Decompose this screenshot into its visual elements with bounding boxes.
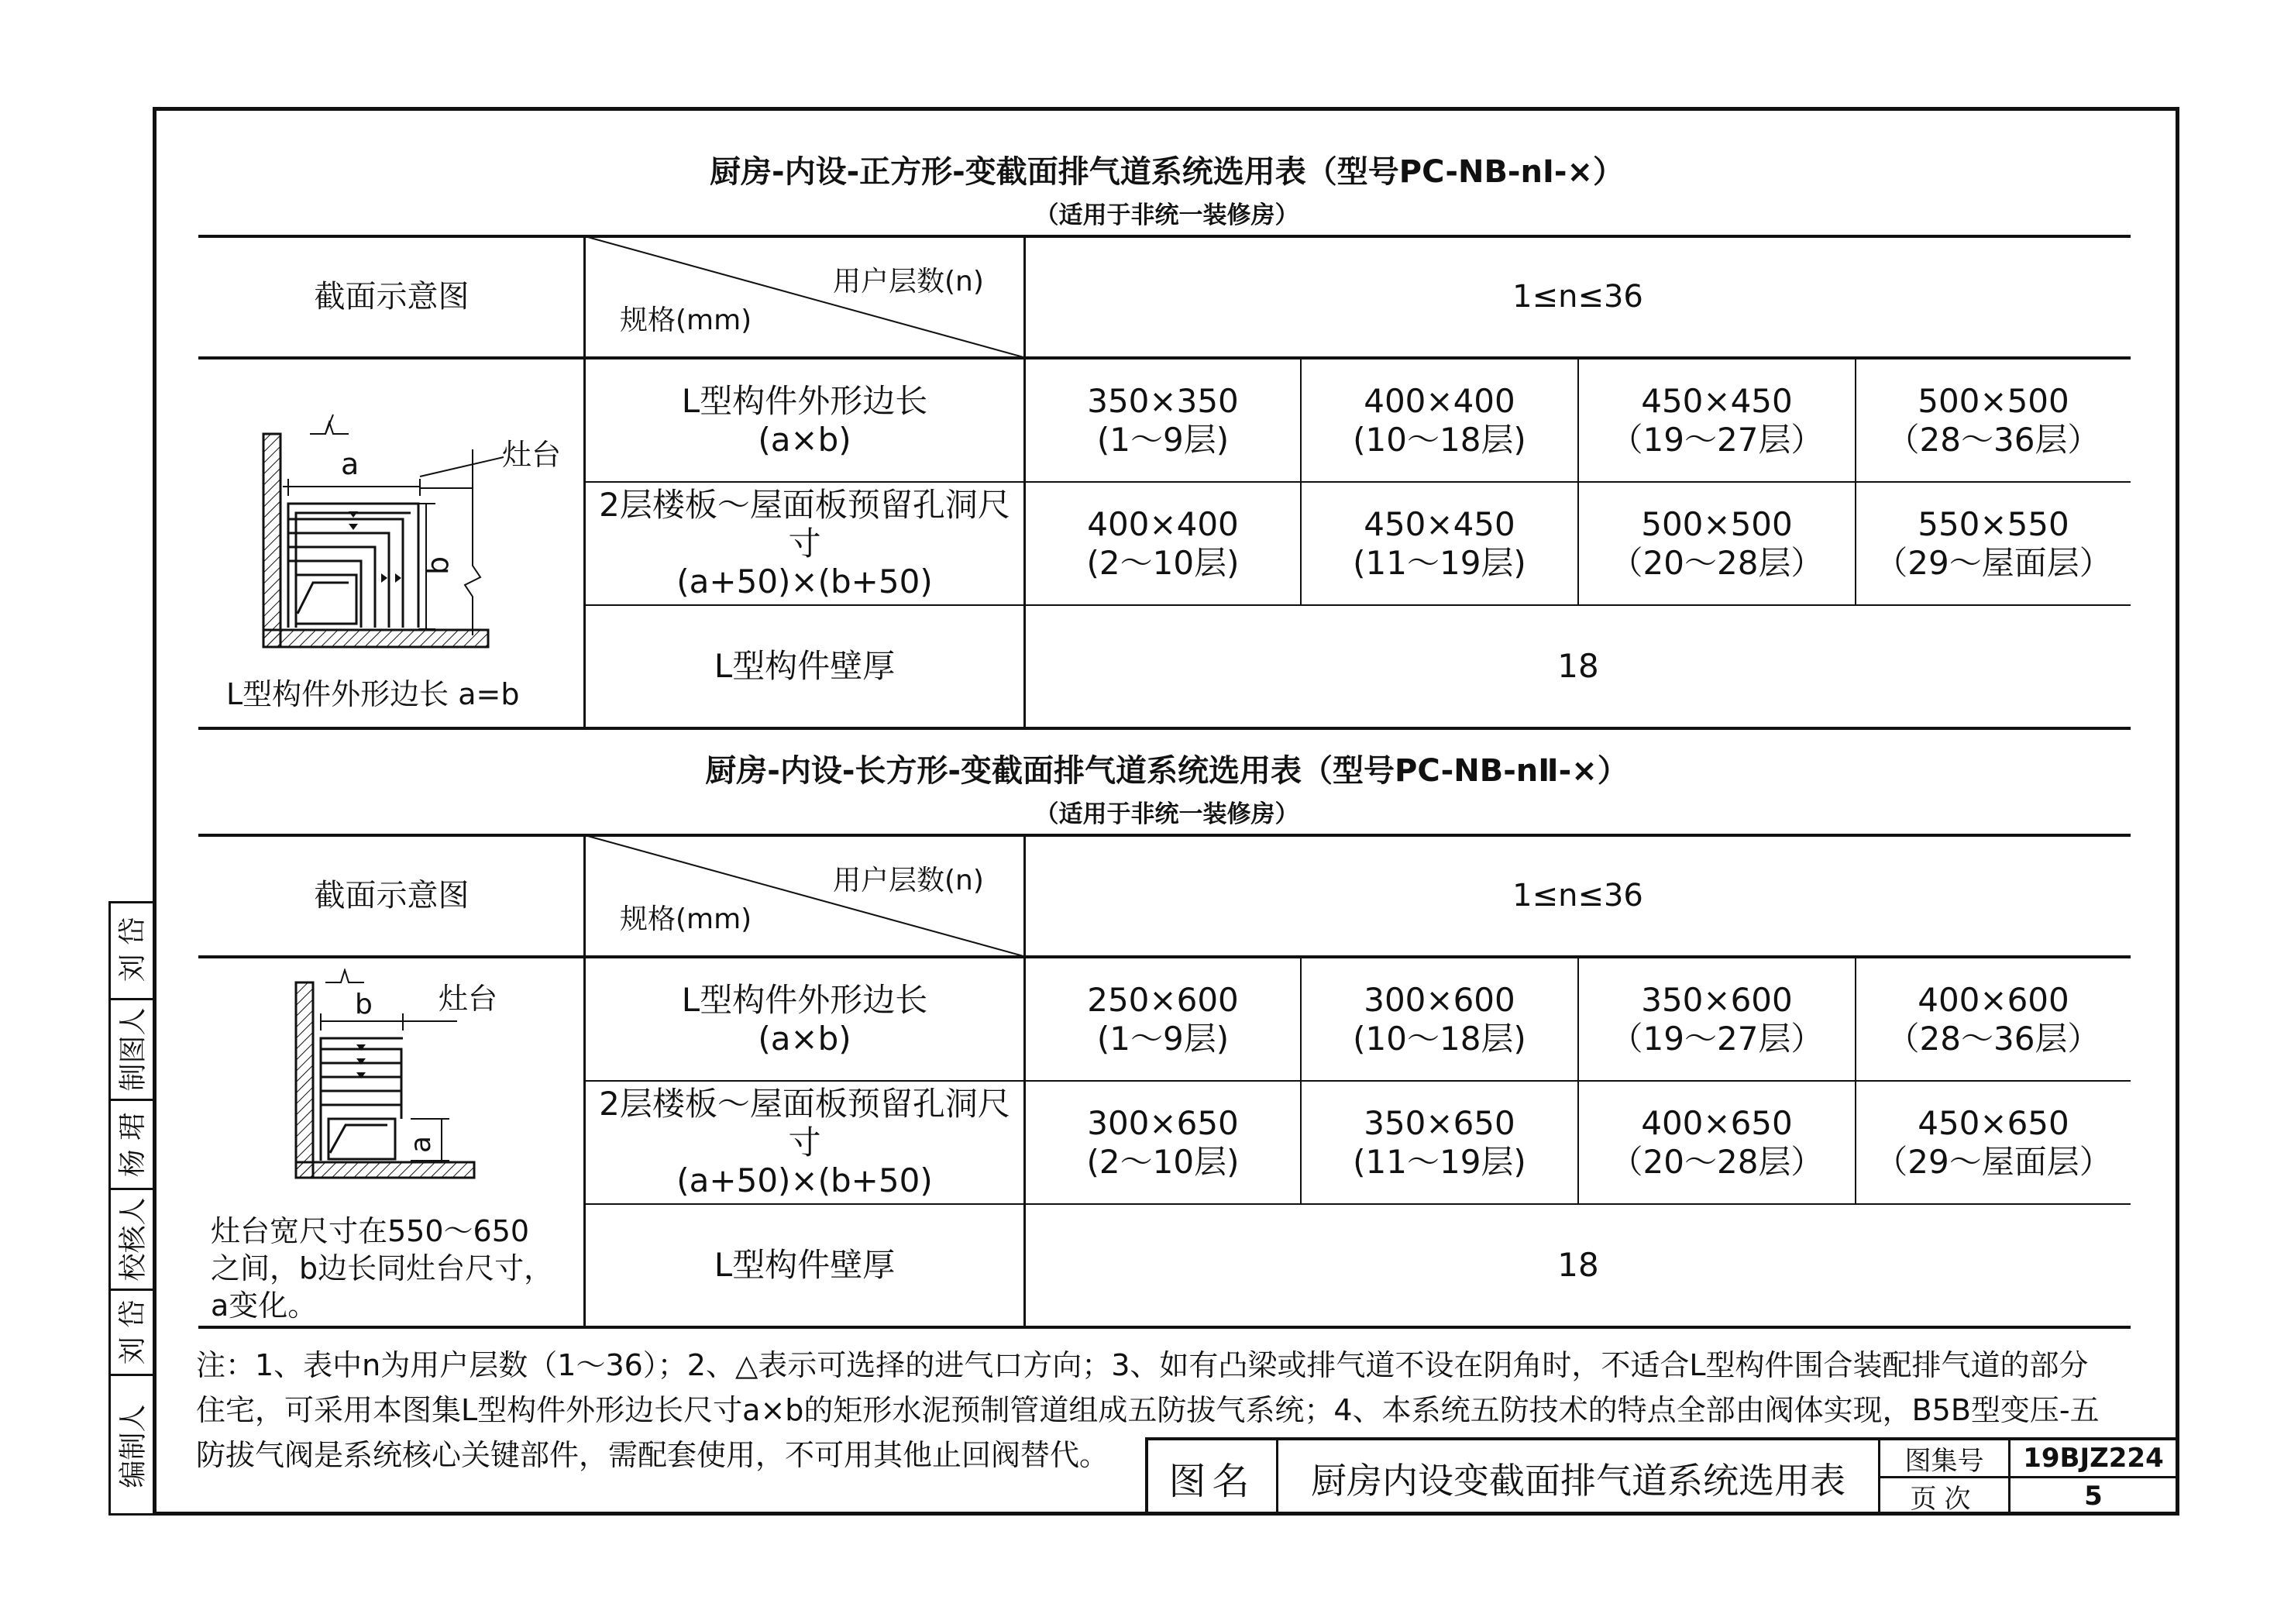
- table2-title: 厨房-内设-长方形-变截面排气道系统选用表（型号PC-NB-nⅡ-×）: [705, 753, 1629, 789]
- table2-row1-cell4: 400×600 （28～36层）: [1887, 980, 2100, 1058]
- table1-row1-cell4: 500×500 （28～36层）: [1887, 381, 2100, 459]
- title-name: 厨房内设变截面排气道系统选用表: [1311, 1459, 1845, 1502]
- table1-diagram-caption: L型构件外形边长 a=b: [226, 677, 520, 711]
- table1-subtitle: （适用于非统一装修房）: [1034, 201, 1299, 229]
- table2-dim-b: b: [355, 989, 373, 1020]
- table1-row1-cell3: 450×450 （19～27层）: [1610, 381, 1824, 459]
- note-line-1: 注：1、表中n为用户层数（1～36）；2、△表示可选择的进气口方向；3、如有凸梁或排气道不设在阴角时，不适合L型构件围合装配排气道的部分: [196, 1348, 2089, 1382]
- side-author-name: 刘 岱: [117, 1299, 150, 1365]
- table2-row1-cell2: 300×600 (10～18层): [1353, 980, 1526, 1058]
- table1-row2-cell4: 550×550 （29～屋面层）: [1875, 504, 2112, 582]
- table1-section-diagram: [217, 411, 566, 659]
- table1-row2-label: 2层楼板～屋面板预留孔洞尺寸 (a+50)×(b+50): [599, 486, 1010, 601]
- table2-dim-a: a: [405, 1135, 437, 1153]
- table2-stove-label: 灶台: [439, 982, 498, 1016]
- table1-row1-cell1: 350×350 (1～9层): [1087, 381, 1239, 459]
- table1-diagram-col-header: 截面示意图: [314, 278, 470, 315]
- table2-row1-label: L型构件外形边长 (a×b): [681, 980, 928, 1058]
- table1-row2-cell3: 500×500 （20～28层）: [1610, 504, 1824, 582]
- table1-spec-label: 规格(mm): [620, 304, 752, 336]
- side-drafter-label: 制图人: [117, 1007, 150, 1092]
- table1-range: 1≤n≤36: [1512, 278, 1643, 315]
- table2-subtitle: （适用于非统一装修房）: [1034, 800, 1299, 828]
- table2-row2-cell3: 400×650 （20～28层）: [1610, 1103, 1824, 1181]
- table2-row2-cell2: 350×650 (11～19层): [1353, 1103, 1526, 1181]
- table2-floors-label: 用户层数(n): [833, 865, 984, 896]
- table1-floors-label: 用户层数(n): [833, 266, 984, 298]
- table2-row2-cell1: 300×650 (2～10层): [1086, 1103, 1240, 1181]
- table1-row2-cell2: 450×450 (11～19层): [1353, 504, 1526, 582]
- table1-title: 厨房-内设-正方形-变截面排气道系统选用表（型号PC-NB-nⅠ-×）: [709, 154, 1625, 190]
- table2-thickness-label: L型构件壁厚: [714, 1246, 896, 1285]
- page-label: 页次: [1910, 1483, 1979, 1515]
- note-line-3: 防拔气阀是系统核心关键部件，需配套使用，不可用其他止回阀替代。: [196, 1438, 1109, 1472]
- table1-stove-label: 灶台: [502, 438, 562, 472]
- atlas-label: 图集号: [1904, 1445, 1984, 1477]
- table2-spec-label: 规格(mm): [620, 903, 752, 935]
- table1-dim-a: a: [341, 447, 359, 481]
- table2-row1-cell1: 250×600 (1～9层): [1087, 980, 1239, 1058]
- table1-thickness-label: L型构件壁厚: [714, 647, 896, 686]
- atlas-number: 19BJZ224: [2023, 1443, 2164, 1474]
- table1-row2-cell1: 400×400 (2～10层): [1086, 504, 1240, 582]
- table1-row1-cell2: 400×400 (10～18层): [1353, 381, 1526, 459]
- table2-diagram-caption: 灶台宽尺寸在550～650 之间，b边长同灶台尺寸， a变化。: [211, 1214, 554, 1323]
- table2-row2-cell4: 450×650 （29～屋面层）: [1875, 1103, 2112, 1181]
- table2-range: 1≤n≤36: [1512, 877, 1643, 914]
- side-checker-name-2: 刘 岱: [117, 917, 150, 982]
- table2-row2-label: 2层楼板～屋面板预留孔洞尺寸 (a+50)×(b+50): [599, 1085, 1010, 1200]
- side-author-label: 编制人: [117, 1403, 150, 1488]
- page-number: 5: [2084, 1481, 2103, 1512]
- table2-thickness-value: 18: [1557, 1246, 1599, 1285]
- table1-dim-b: b: [421, 556, 455, 575]
- table1-row1-label: L型构件外形边长 (a×b): [681, 381, 928, 459]
- note-line-2: 住宅，可采用本图集L型构件外形边长尺寸a×b的矩形水泥预制管道组成五防拔气系统；4、本系统五防技术的特点全部由阀体实现，B5B型变压-五: [196, 1393, 2100, 1427]
- table2-section-diagram: [256, 969, 566, 1185]
- table1-thickness-value: 18: [1557, 647, 1599, 686]
- table2-row1-cell3: 350×600 （19～27层）: [1610, 980, 1824, 1058]
- table2-diagram-col-header: 截面示意图: [314, 877, 470, 914]
- side-checker-label: 校核人: [117, 1197, 150, 1282]
- title-name-label: 图名: [1168, 1460, 1256, 1503]
- side-checker-name: 杨 珺: [117, 1112, 150, 1177]
